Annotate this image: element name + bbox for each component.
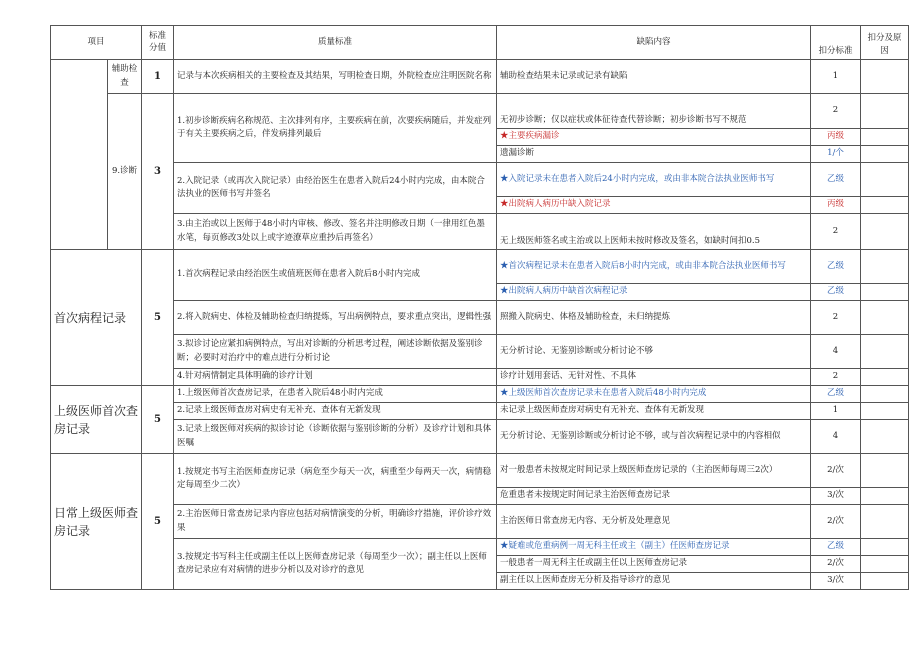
header-row [51,26,909,60]
reason-cell [861,284,909,301]
senior-standard-2: 2.记录上级医师查房对病史有无补充、查体有无新发现 [174,403,497,420]
daily-standard-3: 3.按规定书写科主任或副主任以上医师查房记录（每周至少一次）；副主任以上医师查房记录应有对病情的进步分析以及对诊疗的意见 [174,539,497,590]
reason-cell [861,556,909,573]
senior-score: 5 [142,386,174,454]
senior-deduct-2: 1 [811,403,861,420]
reason-cell [861,403,909,420]
first-standard-3: 3.拟诊讨论应紧扣病例特点，写出对诊断的分析思考过程，阐述诊断依据及鉴别诊断；必要时对治疗中的难点进行分析讨论 [174,335,497,369]
daily-deduct-4: 乙级 [811,539,861,556]
header-item: 项目 [51,26,142,60]
quality-standard-table [50,25,909,590]
table-row [51,163,909,197]
table-row [51,454,909,488]
table-row [51,250,909,284]
aux-defect: 辅助检查结果未记录或记录有缺陷 [497,60,811,94]
aux-title: 辅助检查 [108,60,142,94]
daily-deduct-2: 3/次 [811,488,861,505]
daily-standard-2: 2.主治医师日常查房记录内容应包括对病情演变的分析，明确诊疗措施，评价诊疗效果 [174,505,497,539]
daily-deduct-1: 2/次 [811,454,861,488]
aux-standard: 记录与本次疾病相关的主要检查及其结果，写明检查日期，外院检查应注明医院名称 [174,60,497,94]
header-reason: 扣分及原因 [861,26,909,60]
diag-defect-6: 无上级医师签名或主治或以上医师未按时修改及签名，如缺时间扣0.5 [497,214,811,250]
reason-cell [861,214,909,250]
header-score: 标准分值 [142,26,174,60]
first-standard-2: 2.将入院病史、体检及辅助检查归纳提炼，写出病例特点，要求重点突出，逻辑性强 [174,301,497,335]
reason-cell [861,420,909,454]
senior-deduct-1: 乙级 [811,386,861,403]
reason-cell [861,163,909,197]
reason-cell [861,539,909,556]
reason-cell [861,301,909,335]
table-row [51,214,909,250]
first-standard-1: 1.首次病程记录由经治医生或值班医师在患者入院后8小时内完成 [174,250,497,301]
diag-deduct-5: 丙级 [811,197,861,214]
aux-score: 1 [142,60,174,94]
empty-item-cell [51,60,108,250]
reason-cell [861,250,909,284]
daily-deduct-3: 2/次 [811,505,861,539]
daily-defect-5: 一般患者一周无科主任或副主任以上医师查房记录 [497,556,811,573]
daily-defect-2: 危重患者未按规定时间记录主治医师查房记录 [497,488,811,505]
diag-standard-2: 2.入院记录（或再次入院记录）由经治医生在患者入院后24小时内完成，由本院合法执业的医师书写并签名 [174,163,497,214]
diag-defect-3: 遗漏诊断 [497,146,811,163]
table-row [51,386,909,403]
first-deduct-3: 2 [811,301,861,335]
diag-defect-5: ★出院病人病历中缺入院记录 [497,197,811,214]
diag-defect-4: ★入院记录未在患者入院后24小时内完成，或由非本院合法执业医师书写 [497,163,811,197]
daily-title: 日常上级医师查房记录 [51,454,142,590]
daily-deduct-6: 3/次 [811,573,861,590]
senior-deduct-3: 4 [811,420,861,454]
diag-deduct-1: 2 [811,94,861,129]
diag-defect-2: ★主要疾病漏诊 [497,129,811,146]
table-row [51,539,909,556]
daily-score: 5 [142,454,174,590]
diag-deduct-3: 1/个 [811,146,861,163]
reason-cell [861,505,909,539]
table-row [51,94,909,129]
first-title: 首次病程记录 [51,250,142,386]
senior-standard-1: 1.上级医师首次查房记录，在患者入院后48小时内完成 [174,386,497,403]
first-deduct-5: 2 [811,369,861,386]
reason-cell [861,335,909,369]
senior-defect-1: ★上级医师首次查房记录未在患者入院后48小时内完成 [497,386,811,403]
first-defect-3: 照搬入院病史、体格及辅助检查，未归纳提炼 [497,301,811,335]
diag-standard-1: 1.初步诊断疾病名称规范、主次排列有序，主要疾病在前，次要疾病随后，并发症列于有关主要疾病之后，伴发病排列最后 [174,94,497,163]
reason-cell [861,386,909,403]
reason-cell [861,488,909,505]
first-standard-4: 4.针对病情制定具体明确的诊疗计划 [174,369,497,386]
diag-defect-1: 无初步诊断；仅以症状或体征待查代替诊断；初步诊断书写不规范 [497,94,811,129]
table-row [51,420,909,454]
first-deduct-1: 乙级 [811,250,861,284]
table-row [51,369,909,386]
reason-cell [861,129,909,146]
daily-defect-4: ★疑难或危重病例一周无科主任或主（副主）任医师查房记录 [497,539,811,556]
reason-cell [861,60,909,94]
daily-standard-1: 1.按规定书写主治医师查房记录（病危至少每天一次，病重至少每两天一次，病情稳定每周至少二次） [174,454,497,505]
table-row [51,60,909,94]
header-standard: 质量标准 [174,26,497,60]
diag-score: 3 [142,94,174,250]
first-defect-4: 无分析讨论、无鉴别诊断或分析讨论不够 [497,335,811,369]
header-defect: 缺陷内容 [497,26,811,60]
diag-title: 9.诊断 [108,94,142,250]
senior-defect-2: 未记录上级医师查房对病史有无补充、查体有无新发现 [497,403,811,420]
first-defect-2: ★出院病人病历中缺首次病程记录 [497,284,811,301]
daily-defect-3: 主治医师日常查房无内容、无分析及处理意见 [497,505,811,539]
table-row [51,301,909,335]
reason-cell [861,573,909,590]
table-row [51,505,909,539]
reason-cell [861,146,909,163]
table-row [51,335,909,369]
diag-deduct-2: 丙级 [811,129,861,146]
header-deduct: 扣分标准 [811,26,861,60]
diag-standard-3: 3.由主治或以上医师于48小时内审核、修改、签名并注明修改日期（一律用红色墨水笔，每页修改3处以上或字迹潦草应重抄后再签名） [174,214,497,250]
first-deduct-4: 4 [811,335,861,369]
reason-cell [861,369,909,386]
first-deduct-2: 乙级 [811,284,861,301]
senior-standard-3: 3.记录上级医师对疾病的拟诊讨论（诊断依据与鉴别诊断的分析）及诊疗计划和具体医嘱 [174,420,497,454]
senior-defect-3: 无分析讨论、无鉴别诊断或分析讨论不够，或与首次病程记录中的内容相似 [497,420,811,454]
reason-cell [861,454,909,488]
aux-deduct: 1 [811,60,861,94]
daily-defect-1: 对一般患者未按规定时间记录上级医师查房记录的（主治医师每周三2次） [497,454,811,488]
first-score: 5 [142,250,174,386]
diag-deduct-4: 乙级 [811,163,861,197]
daily-defect-6: 副主任以上医师查房无分析及指导诊疗的意见 [497,573,811,590]
reason-cell [861,94,909,129]
daily-deduct-5: 2/次 [811,556,861,573]
reason-cell [861,197,909,214]
first-defect-5: 诊疗计划用套话、无针对性、不具体 [497,369,811,386]
senior-title: 上级医师首次查房记录 [51,386,142,454]
table-row [51,403,909,420]
diag-deduct-6: 2 [811,214,861,250]
first-defect-1: ★首次病程记录未在患者入院后8小时内完成，或由非本院合法执业医师书写 [497,250,811,284]
